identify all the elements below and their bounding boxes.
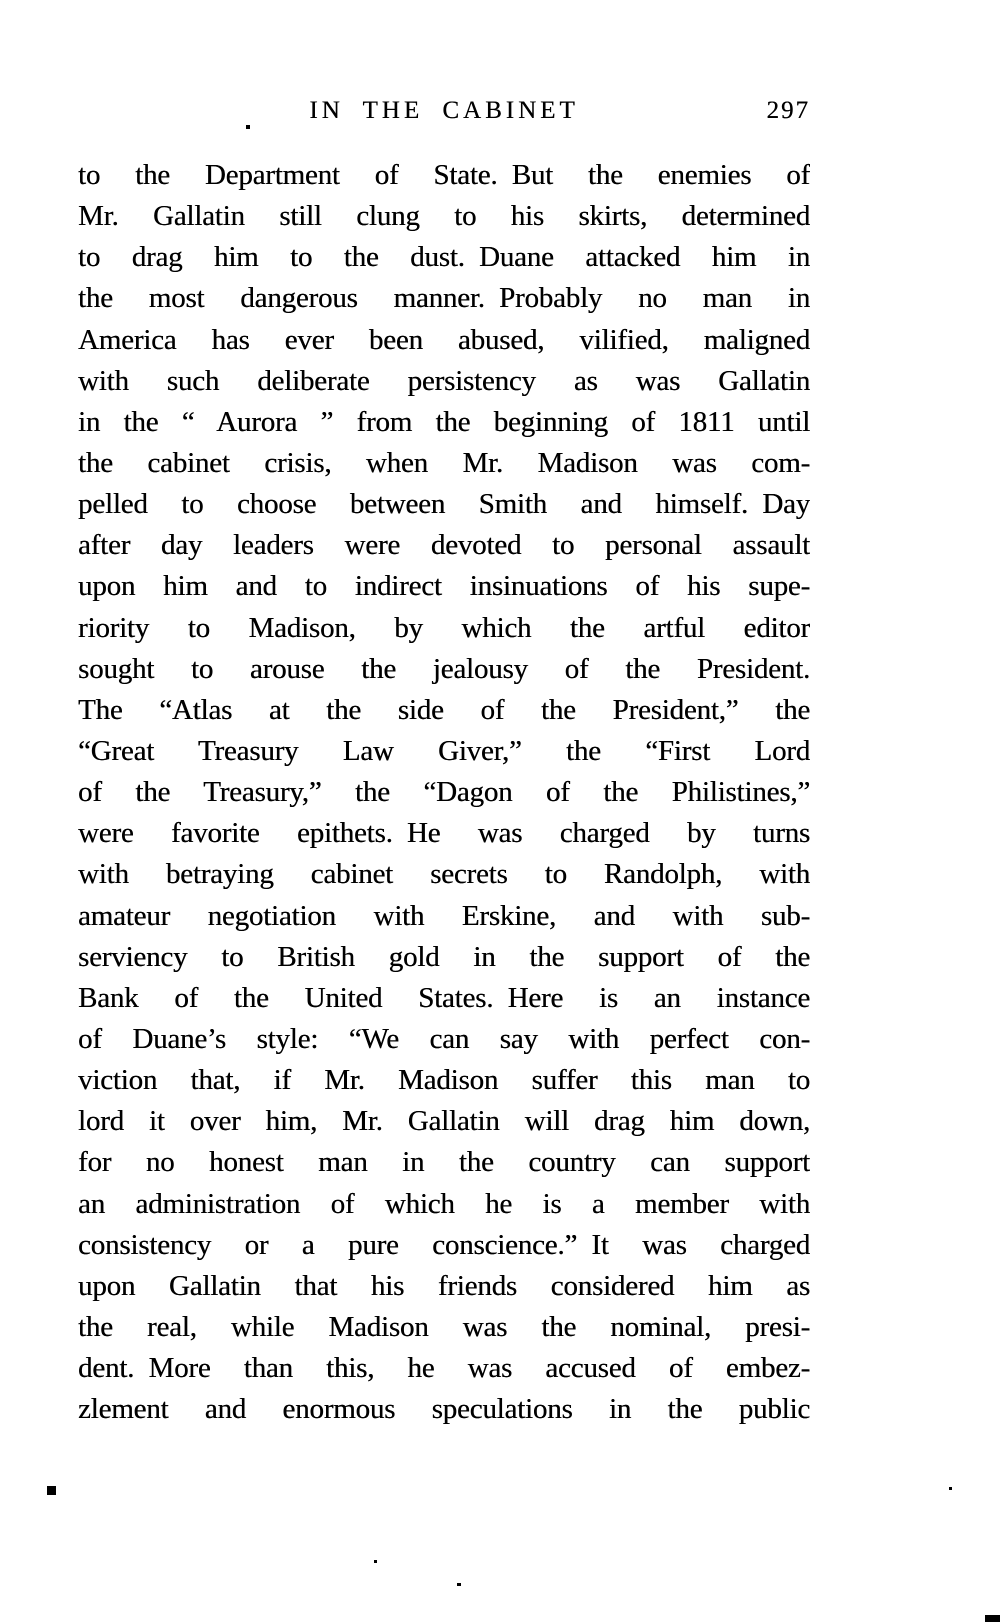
- text-line: Mr. Gallatin still clung to his skirts, determined: [78, 200, 810, 233]
- text-line: “Great Treasury Law Giver,” the “First Lord: [78, 734, 810, 767]
- text-line: with such deliberate persistency as was Gallatin: [78, 364, 810, 397]
- text-line: lord it over him, Mr. Gallatin will drag him down,: [78, 1105, 810, 1138]
- text-line: America has ever been abused, vilified, maligned: [78, 323, 810, 356]
- text-line: The “Atlas at the side of the President,” the: [78, 693, 810, 726]
- text-line: dent. More than this, he was accused of embez-: [78, 1352, 810, 1385]
- text-line: Bank of the United States. Here is an instance: [78, 981, 810, 1014]
- scan-speck: [246, 125, 250, 129]
- text-line: zlement and enormous speculations in the public: [78, 1393, 810, 1426]
- text-line: riority to Madison, by which the artful editor: [78, 611, 810, 644]
- scan-speck: [457, 1583, 461, 1586]
- text-line: sought to arouse the jealousy of the President.: [78, 652, 810, 685]
- page-number: 297: [766, 97, 810, 124]
- text-line: with betraying cabinet secrets to Randolph, with: [78, 858, 810, 891]
- scan-speck: [949, 1487, 952, 1490]
- text-line: to the Department of State. But the enemies of: [78, 159, 810, 191]
- text-line: pelled to choose between Smith and himself. Day: [78, 488, 810, 521]
- text-line: of Duane’s style: “We can say with perfect con-: [78, 1022, 810, 1055]
- text-line: viction that, if Mr. Madison suffer this man to: [78, 1064, 810, 1097]
- text-line: were favorite epithets. He was charged by turns: [78, 817, 810, 850]
- text-line: the real, while Madison was the nominal, presi-: [78, 1310, 810, 1343]
- text-line: to drag him to the dust. Duane attacked him in: [78, 241, 810, 274]
- body-text: [78, 155, 810, 1430]
- text-line: upon him and to indirect insinuations of his supe-: [78, 570, 810, 603]
- text-line: the cabinet crisis, when Mr. Madison was com-: [78, 446, 810, 479]
- scan-corner-mark: [985, 1615, 1000, 1622]
- scan-speck: [47, 1486, 56, 1495]
- text-line: consistency or a pure conscience.” It was charged: [78, 1228, 810, 1261]
- running-header: IN THE CABINET: [309, 97, 579, 124]
- text-line: amateur negotiation with Erskine, and with sub-: [78, 899, 810, 932]
- text-line: the most dangerous manner. Probably no man in: [78, 282, 810, 315]
- text-line: after day leaders were devoted to personal assault: [78, 529, 810, 562]
- text-line: an administration of which he is a member with: [78, 1187, 810, 1220]
- text-line: upon Gallatin that his friends considered him as: [78, 1269, 810, 1302]
- text-line: serviency to British gold in the support of the: [78, 940, 810, 973]
- text-line: in the “ Aurora ” from the beginning of 1811 until: [78, 405, 810, 438]
- text-line: of the Treasury,” the “Dagon of the Philistines,”: [78, 776, 810, 809]
- scan-speck: [374, 1560, 377, 1563]
- text-line: for no honest man in the country can support: [78, 1146, 810, 1179]
